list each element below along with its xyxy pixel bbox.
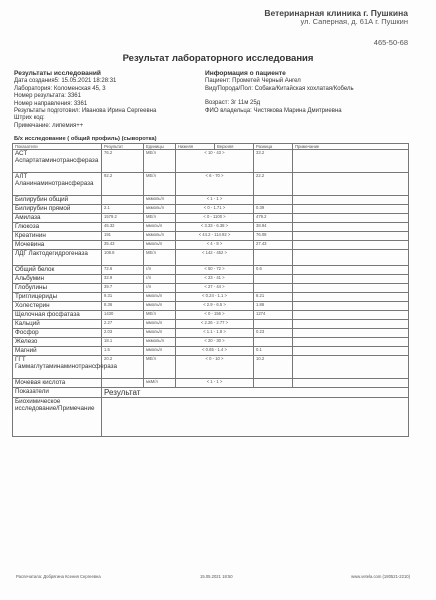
results-info-heading: Результаты исследований	[14, 70, 101, 77]
result-value: 39.7	[104, 284, 113, 289]
reference-range: < 1 - 1 >	[206, 379, 223, 384]
column-header: Верхняя	[217, 144, 234, 149]
difference: 76.08	[256, 232, 267, 237]
unit: ммоль/л	[146, 293, 163, 298]
table-row	[13, 320, 409, 329]
result-value: 45.32	[104, 223, 115, 228]
parameter-name: Глюкоза	[15, 223, 40, 230]
difference: 1.86	[256, 302, 265, 307]
notes-value: Результат	[104, 388, 141, 397]
parameter-name: АСТ Аспартатаминотрансфераза	[15, 150, 99, 164]
parameter-name: Холестерин	[15, 302, 50, 309]
result-value: 8.36	[104, 302, 113, 307]
column-header: Нижняя	[178, 144, 194, 149]
table-row	[13, 150, 409, 173]
patient-info	[205, 70, 405, 115]
notes-label: Показатели	[15, 388, 49, 395]
patient-species: Вид/Порода/Пол: Собака/Китайская хохлатая/Кобель	[205, 85, 354, 92]
print-date: 15.05.2021 18:50	[200, 574, 233, 579]
table-row	[13, 311, 409, 320]
table-row	[13, 356, 409, 379]
reference-range: < 0.65 - 1.4 >	[202, 347, 227, 352]
website: www.vetela.com (180521-2210)	[351, 574, 410, 579]
column-header: Показатели	[15, 144, 38, 149]
unit: г/л	[146, 266, 152, 271]
parameter-name: Щелочная фосфатаза	[15, 311, 80, 318]
result-value: 76.2	[104, 150, 113, 155]
column-header: Разница	[256, 144, 273, 149]
result-value: 1579.2	[104, 214, 117, 219]
referral-number: Номер направления: 3361	[14, 100, 88, 107]
notes-row	[13, 398, 409, 437]
reference-range: < 2.9 - 6.5 >	[203, 302, 226, 307]
result-value: 2.03	[104, 329, 113, 334]
column-header: Результат	[104, 144, 124, 149]
unit: ME/л	[146, 356, 156, 361]
reference-range: < 0 - 1100 >	[203, 214, 226, 219]
table-row	[13, 196, 409, 205]
reference-range: < 3.33 - 6.38 >	[200, 223, 229, 228]
reference-range: < 0.24 - 1.1 >	[202, 293, 227, 298]
table-row	[13, 293, 409, 302]
created-date: Дата создания5: 15.05.2021 18:28:31	[14, 78, 117, 85]
parameter-name: Мочевина	[15, 241, 45, 248]
printed-by: Распечатала: Добрягина Ксения Сергеевна	[16, 574, 101, 579]
page-title: Результат лабораторного исследования	[122, 53, 314, 64]
result-value: 9.31	[104, 293, 113, 298]
difference: 33.2	[256, 150, 265, 155]
reference-range: < 27 - 44 >	[204, 284, 225, 289]
parameter-name: Магний	[15, 347, 37, 354]
result-value: 2.1	[104, 205, 110, 210]
barcode: Штрих код:	[14, 115, 45, 122]
parameter-name: Билирубин общий	[15, 196, 69, 203]
reference-range: < 44.2 - 114.92 >	[198, 232, 231, 237]
difference: 0.6	[256, 266, 262, 271]
unit: ME/л	[146, 173, 156, 178]
reference-range: < 1 - 1 >	[206, 196, 223, 201]
table-row	[13, 266, 409, 275]
table-row	[13, 205, 409, 214]
table-row	[13, 302, 409, 311]
difference: 8.21	[256, 293, 265, 298]
table-row	[13, 241, 409, 250]
patient-age: Возраст: 3г 11м 25д	[205, 100, 261, 107]
reference-range: < 0 - 156 >	[204, 311, 225, 316]
table-row	[13, 173, 409, 196]
result-value: 18.1	[104, 338, 113, 343]
table-row	[13, 214, 409, 223]
column-header: Примечание	[295, 144, 320, 149]
column-header: Единицы	[146, 144, 164, 149]
result-value: 92.2	[104, 173, 113, 178]
clinic-phone: 465-50-68	[373, 38, 408, 47]
parameter-name: Кальций	[15, 320, 40, 327]
difference: 0.39	[256, 205, 265, 210]
unit: ME/л	[146, 250, 156, 255]
table-row	[13, 347, 409, 356]
results-info	[14, 70, 214, 130]
difference: 1274	[256, 311, 266, 316]
unit: г/л	[146, 284, 152, 289]
parameter-name: Мочевая кислота	[15, 379, 66, 386]
unit: ммоль/л	[146, 329, 163, 334]
notes-row	[13, 388, 409, 398]
notes-label: Биохимическое исследование/Примечание	[15, 398, 95, 412]
difference: 0.23	[256, 329, 265, 334]
unit: ME/л	[146, 150, 156, 155]
table-row	[13, 232, 409, 241]
result-value: 32.9	[104, 275, 113, 280]
result-value: 72.6	[104, 266, 113, 271]
result-value: 20.2	[104, 356, 113, 361]
unit: мкмоль/л	[146, 205, 165, 210]
parameter-name: ЛДГ Лактодегидрогеназа	[15, 250, 88, 257]
difference: 10.2	[256, 356, 265, 361]
parameter-name: Триглицериды	[15, 293, 58, 300]
difference: 27.43	[256, 241, 267, 246]
unit: мкмоль/л	[146, 232, 165, 237]
unit: ммоль/л	[146, 347, 163, 352]
parameter-name: Альбумин	[15, 275, 45, 282]
difference: 38.94	[256, 223, 267, 228]
order-number: Номер результата: 3361	[14, 93, 81, 100]
table-row	[13, 329, 409, 338]
table-row	[13, 223, 409, 232]
parameter-name: Глобулины	[15, 284, 47, 291]
result-value: 1430	[104, 311, 114, 316]
clinic-address: ул. Саперная, д. 61А г. Пушкин	[300, 17, 408, 26]
result-value: 108.8	[104, 250, 115, 255]
unit: мкмоль/л	[146, 196, 165, 201]
reference-range: < 10 - 43 >	[204, 150, 225, 155]
difference: 479.2	[256, 214, 267, 219]
unit: мкмоль/л	[146, 338, 165, 343]
table-row	[13, 275, 409, 284]
table-row	[13, 250, 409, 266]
clinic-name: Ветеринарная клиника г. Пушкина	[264, 8, 408, 18]
patient-info-heading: Информация о пациенте	[205, 70, 286, 77]
unit: ME/л	[146, 214, 156, 219]
parameter-name: Креатинин	[15, 232, 46, 239]
reference-range: < 20 - 30 >	[204, 338, 225, 343]
unit: г/л	[146, 275, 152, 280]
result-value: 1.5	[104, 347, 110, 352]
reference-range: < 6 - 70 >	[205, 173, 224, 178]
unit: ME/л	[146, 311, 156, 316]
reference-range: < 0 - 1.71 >	[203, 205, 226, 210]
reference-range: < 0 - 10 >	[205, 356, 224, 361]
reference-range: < 50 - 72 >	[204, 266, 225, 271]
parameter-name: ГГТ Гаммаглутаминаминотрансфераза	[15, 356, 118, 370]
reference-range: < 1.1 - 1.8 >	[203, 329, 226, 334]
note: Примечание: липемия++	[14, 122, 84, 129]
unit: ммоль/л	[146, 302, 163, 307]
difference: 22.2	[256, 173, 265, 178]
lab-name: Лаборатория: Коломенская 45, 3	[14, 85, 106, 92]
parameter-name: Железо	[15, 338, 38, 345]
parameter-name: Фосфор	[15, 329, 39, 336]
reference-range: < 4 - 8 >	[206, 241, 223, 246]
parameter-name: Амилаза	[15, 214, 41, 221]
reference-range: < 23 - 41 >	[204, 275, 225, 280]
table-row	[13, 338, 409, 347]
result-value: 191	[104, 232, 111, 237]
unit: ммоль/л	[146, 320, 163, 325]
result-value: 35.43	[104, 241, 115, 246]
unit: мкМ/л	[146, 379, 158, 384]
unit: ммоль/л	[146, 241, 163, 246]
unit: ммоль/л	[146, 223, 163, 228]
table-row	[13, 379, 409, 388]
difference: 0.1	[256, 347, 262, 352]
parameter-name: Общий белок	[15, 266, 55, 273]
reference-range: < 2.26 - 2.77 >	[200, 320, 229, 325]
section-title: Б/х исследование ( общий профиль) (сыворотка)	[14, 136, 157, 142]
results-table	[12, 143, 409, 437]
reference-range: < 142 - 452 >	[202, 250, 227, 255]
patient-name: Пациент: Прометей Черный Ангел	[205, 78, 301, 85]
result-value: 2.27	[104, 320, 113, 325]
parameter-name: Билирубин прямой	[15, 205, 71, 212]
prepared-by: Результаты подготовил: Иванова Ирина Сергеевна	[14, 108, 157, 115]
owner-name: ФИО владельца: Чистякова Марина Дмитриевна	[205, 107, 342, 114]
parameter-name: АЛТ Аланинаминотрансфераза	[15, 173, 94, 187]
table-row	[13, 284, 409, 293]
